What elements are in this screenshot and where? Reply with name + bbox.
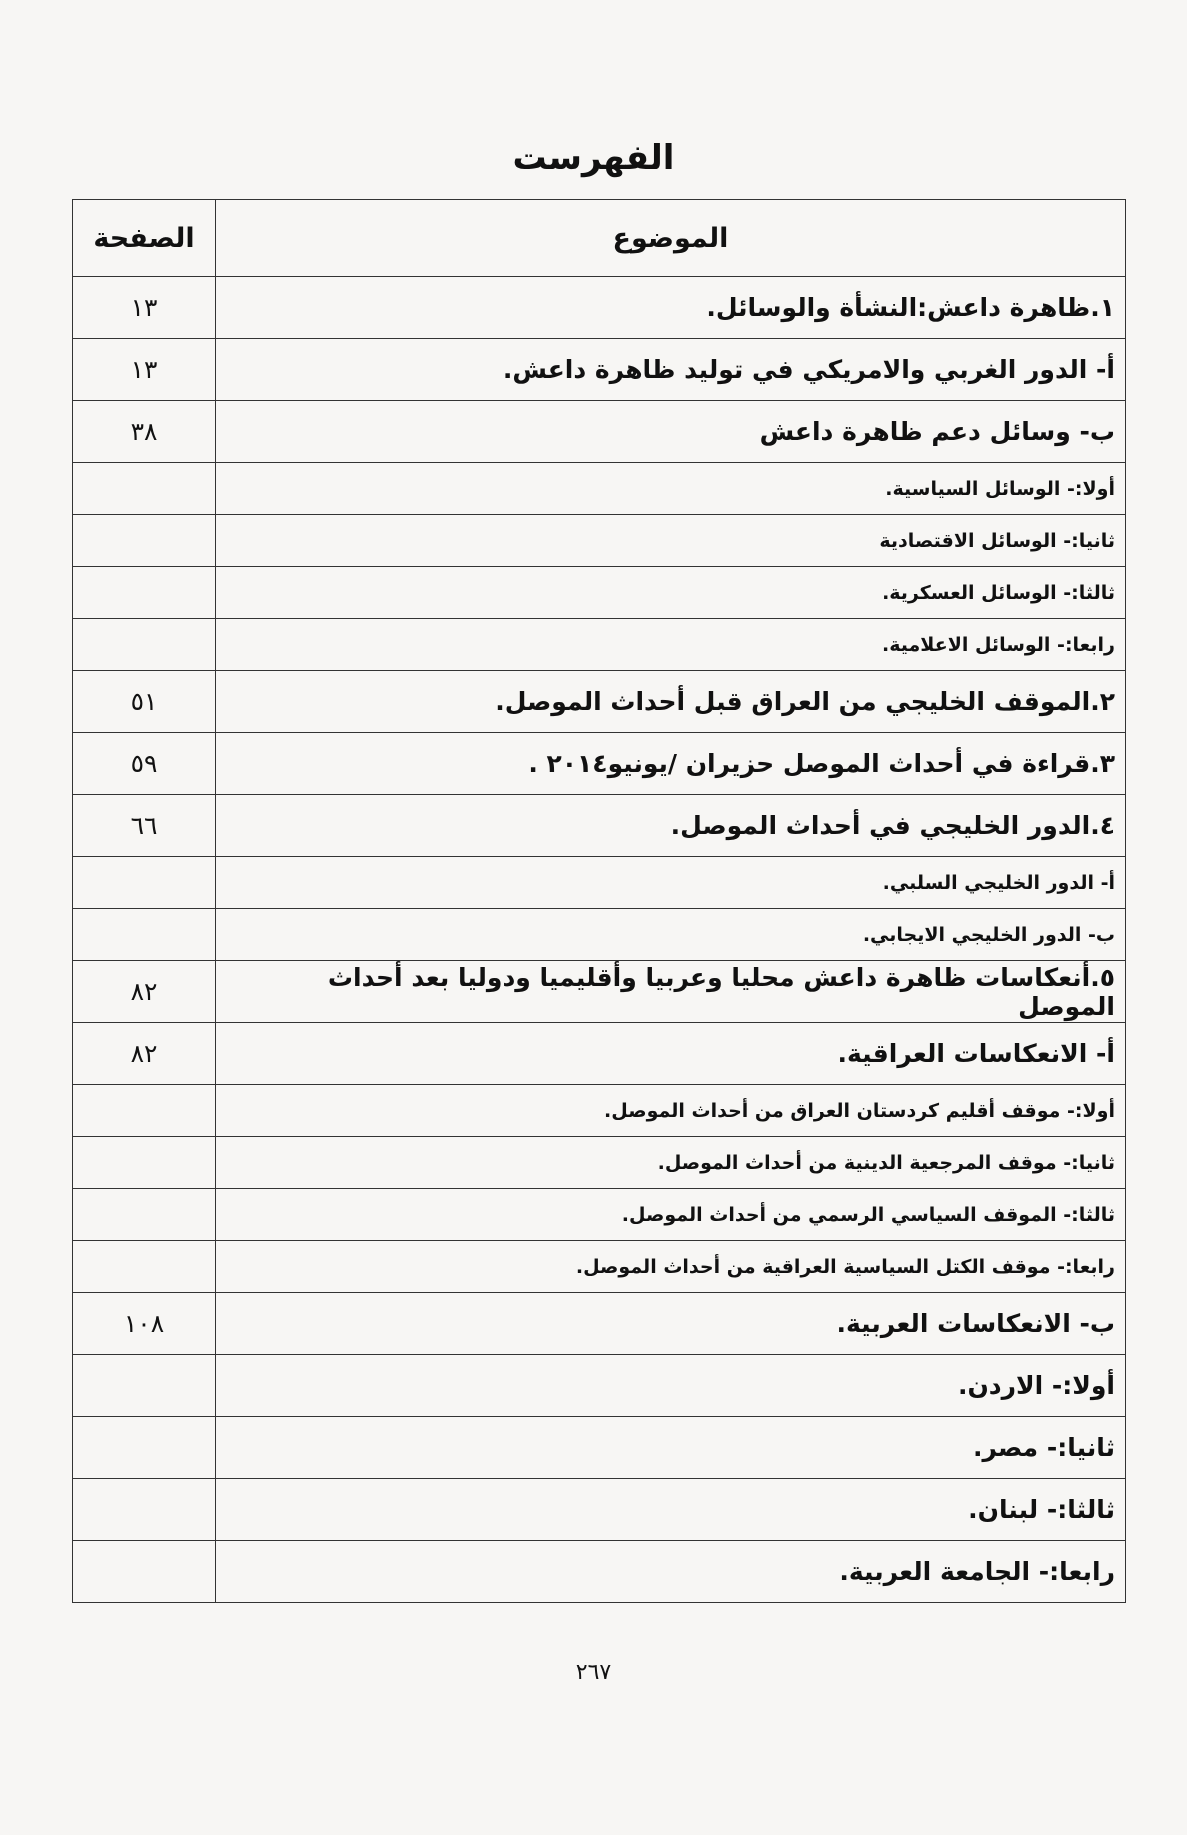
toc-page [73,1417,216,1479]
toc-topic: ب- وسائل دعم ظاهرة داعش [216,401,1126,463]
toc-row [73,515,1126,567]
page-number: ٢٦٧ [575,1660,612,1685]
toc-row [73,733,1126,795]
toc-topic: أولا:- موقف أقليم كردستان العراق من أحداث الموصل. [216,1085,1126,1137]
toc-page: ٥٩ [73,733,216,795]
toc-page: ٨٢ [73,1023,216,1085]
toc-topic: رابعا:- الوسائل الاعلامية. [216,619,1126,671]
toc-topic: ٥.أنعكاسات ظاهرة داعش محليا وعربيا وأقليميا ودوليا بعد أحداث الموصل [216,961,1126,1023]
toc-body [73,277,1126,1603]
toc-row [73,1137,1126,1189]
toc-row [73,1085,1126,1137]
toc-page: ٣٨ [73,401,216,463]
toc-page: ١٠٨ [73,1293,216,1355]
toc-topic: ب- الانعكاسات العربية. [216,1293,1126,1355]
toc-page [73,1355,216,1417]
toc-row [73,961,1126,1023]
toc-row [73,463,1126,515]
toc-topic: أولا:- الوسائل السياسية. [216,463,1126,515]
toc-topic: أولا:- الاردن. [216,1355,1126,1417]
toc-topic: أ- الدور الغربي والامريكي في توليد ظاهرة داعش. [216,339,1126,401]
toc-page [73,1189,216,1241]
toc-topic: ثالثا:- الوسائل العسكرية. [216,567,1126,619]
toc-page: ٨٢ [73,961,216,1023]
toc-topic: ب- الدور الخليجي الايجابي. [216,909,1126,961]
toc-topic: ثالثا:- الموقف السياسي الرسمي من أحداث الموصل. [216,1189,1126,1241]
toc-topic: رابعا:- موقف الكتل السياسية العراقية من أحداث الموصل. [216,1241,1126,1293]
page-title: الفهرست [512,138,675,178]
toc-page: ١٣ [73,339,216,401]
toc-page [73,1479,216,1541]
toc-page: ٥١ [73,671,216,733]
toc-row [73,1189,1126,1241]
toc-table [72,199,1126,1603]
toc-topic: أ- الانعكاسات العراقية. [216,1023,1126,1085]
toc-row [73,857,1126,909]
toc-page [73,567,216,619]
toc-row [73,1541,1126,1603]
toc-page [73,1137,216,1189]
toc-page: ٦٦ [73,795,216,857]
toc-page [73,909,216,961]
toc-row [73,619,1126,671]
toc-topic: ٤.الدور الخليجي في أحداث الموصل. [216,795,1126,857]
toc-page [73,515,216,567]
toc-row [73,1355,1126,1417]
toc-topic: ٣.قراءة في أحداث الموصل حزيران /يونيو٢٠١٤ . [216,733,1126,795]
toc-row [73,1479,1126,1541]
toc-row [73,1293,1126,1355]
toc-header-row [73,200,1126,277]
page-column-header: الصفحة [73,200,216,277]
toc-row [73,1241,1126,1293]
toc-row [73,909,1126,961]
toc-row [73,339,1126,401]
toc-row [73,1023,1126,1085]
toc-row [73,567,1126,619]
toc-page [73,1541,216,1603]
toc-page [73,463,216,515]
toc-topic: ثانيا:- موقف المرجعية الدينية من أحداث الموصل. [216,1137,1126,1189]
toc-topic: ثانيا:- الوسائل الاقتصادية [216,515,1126,567]
toc-topic: رابعا:- الجامعة العربية. [216,1541,1126,1603]
toc-topic: ١.ظاهرة داعش:النشأة والوسائل. [216,277,1126,339]
toc-topic: ثالثا:- لبنان. [216,1479,1126,1541]
toc-row [73,277,1126,339]
toc-row [73,795,1126,857]
toc-page [73,857,216,909]
toc-row [73,1417,1126,1479]
toc-page [73,1241,216,1293]
toc-topic: أ- الدور الخليجي السلبي. [216,857,1126,909]
toc-page [73,619,216,671]
topic-column-header: الموضوع [216,200,1126,277]
toc-topic: ثانيا:- مصر. [216,1417,1126,1479]
toc-row [73,671,1126,733]
toc-topic: ٢.الموقف الخليجي من العراق قبل أحداث الموصل. [216,671,1126,733]
toc-page: ١٣ [73,277,216,339]
toc-page [73,1085,216,1137]
toc-row [73,401,1126,463]
